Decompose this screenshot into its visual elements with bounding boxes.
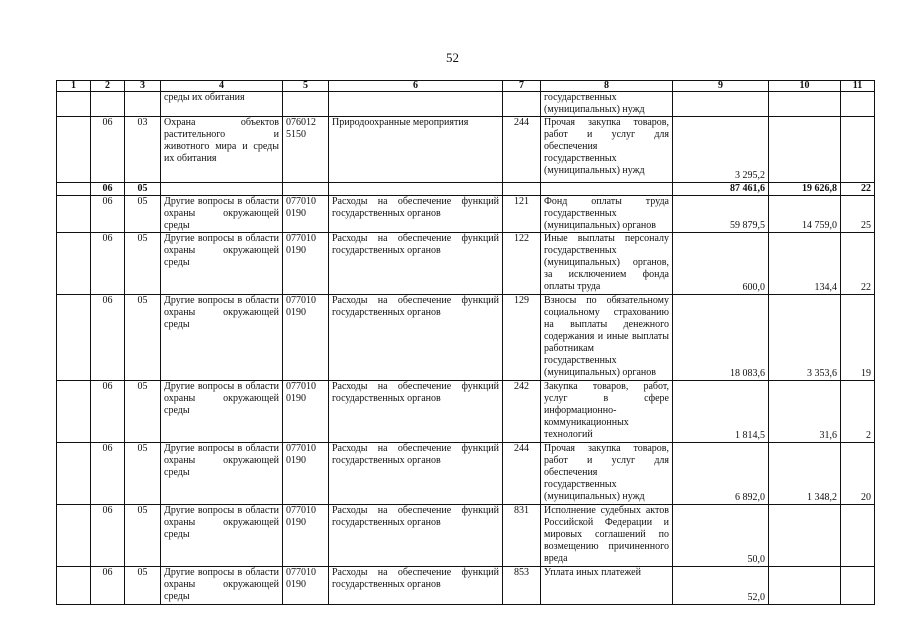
cell-percent: 2: [841, 381, 875, 443]
cell-section: 06: [91, 196, 125, 233]
cell-target-article: 077010 0190: [283, 505, 329, 567]
cell-target-article: 077010 0190: [283, 196, 329, 233]
cell-expense-type-name: Иные выплаты персоналу государственных (муниципальных) органов, за исключением фонда оплаты труда: [541, 233, 673, 295]
cell-section: 06: [91, 295, 125, 381]
column-header: 5: [283, 81, 329, 92]
cell-expense-type: 121: [503, 196, 541, 233]
column-header: 4: [161, 81, 283, 92]
cell-actual-amount: 3 353,6: [769, 295, 841, 381]
cell-actual-amount: 19 626,8: [769, 183, 841, 196]
cell-section: 06: [91, 183, 125, 196]
cell-subsection: 03: [125, 117, 161, 183]
cell-plan-amount: [673, 92, 769, 117]
cell-subsection-name: [161, 183, 283, 196]
cell-subsection-name: Другие вопросы в области охраны окружающей среды: [161, 567, 283, 605]
table-body: [57, 92, 875, 605]
cell-percent: 25: [841, 196, 875, 233]
table-row: [57, 196, 875, 233]
column-header: 6: [329, 81, 503, 92]
cell-target-article: 077010 0190: [283, 381, 329, 443]
cell-expense-type-name: Фонд оплаты труда государственных (муниципальных) органов: [541, 196, 673, 233]
cell-plan-amount: 52,0: [673, 567, 769, 605]
cell-target-article: 077010 0190: [283, 443, 329, 505]
cell-expense-type: 853: [503, 567, 541, 605]
cell-target-article-name: [329, 92, 503, 117]
cell-expense-type: 831: [503, 505, 541, 567]
table-row: [57, 117, 875, 183]
cell-target-article-name: Расходы на обеспечение функций государственных органов: [329, 567, 503, 605]
cell-section: 06: [91, 233, 125, 295]
cell-target-article: 077010 0190: [283, 295, 329, 381]
cell-target-article-name: [329, 183, 503, 196]
cell-target-article-name: Расходы на обеспечение функций государственных органов: [329, 196, 503, 233]
cell-plan-amount: 3 295,2: [673, 117, 769, 183]
cell-plan-amount: 50,0: [673, 505, 769, 567]
column-header: 8: [541, 81, 673, 92]
cell-actual-amount: 134,4: [769, 233, 841, 295]
cell-target-article-name: Природоохранные мероприятия: [329, 117, 503, 183]
column-header: 2: [91, 81, 125, 92]
cell-actual-amount: [769, 117, 841, 183]
cell-actual-amount: [769, 92, 841, 117]
cell-expense-type-name: Прочая закупка товаров, работ и услуг для обеспечения государственных (муниципальных) нужд: [541, 117, 673, 183]
cell-expense-type-name: Уплата иных платежей: [541, 567, 673, 605]
column-header: 9: [673, 81, 769, 92]
cell-col-1: [57, 567, 91, 605]
cell-col-1: [57, 443, 91, 505]
cell-expense-type: 129: [503, 295, 541, 381]
page-number: 52: [446, 50, 459, 65]
cell-expense-type-name: Закупка товаров, работ, услуг в сфере информационно-коммуникационных технологий: [541, 381, 673, 443]
cell-actual-amount: 1 348,2: [769, 443, 841, 505]
cell-subsection-name: Другие вопросы в области охраны окружающей среды: [161, 295, 283, 381]
cell-target-article-name: Расходы на обеспечение функций государственных органов: [329, 505, 503, 567]
cell-section: 06: [91, 381, 125, 443]
cell-expense-type-name: государственных (муниципальных) нужд: [541, 92, 673, 117]
cell-target-article-name: Расходы на обеспечение функций государственных органов: [329, 443, 503, 505]
cell-percent: [841, 92, 875, 117]
table-row: [57, 233, 875, 295]
cell-actual-amount: [769, 505, 841, 567]
cell-expense-type: 244: [503, 117, 541, 183]
cell-subsection: [125, 92, 161, 117]
cell-col-1: [57, 117, 91, 183]
cell-section: 06: [91, 505, 125, 567]
budget-table: [56, 80, 875, 605]
cell-section: 06: [91, 443, 125, 505]
cell-target-article-name: Расходы на обеспечение функций государственных органов: [329, 381, 503, 443]
cell-actual-amount: 14 759,0: [769, 196, 841, 233]
cell-col-1: [57, 295, 91, 381]
column-header: 11: [841, 81, 875, 92]
cell-expense-type-name: Взносы по обязательному социальному страхованию на выплаты денежного содержания и иные выплаты работникам государственных (муниципальных) органов: [541, 295, 673, 381]
cell-expense-type: 244: [503, 443, 541, 505]
table-row: [57, 295, 875, 381]
cell-expense-type-name: [541, 183, 673, 196]
column-header: 10: [769, 81, 841, 92]
cell-subsection-name: среды их обитания: [161, 92, 283, 117]
cell-col-1: [57, 183, 91, 196]
cell-percent: 19: [841, 295, 875, 381]
column-header: 7: [503, 81, 541, 92]
cell-subsection-name: Другие вопросы в области охраны окружающей среды: [161, 233, 283, 295]
cell-percent: [841, 117, 875, 183]
cell-subsection-name: Другие вопросы в области охраны окружающей среды: [161, 196, 283, 233]
cell-section: 06: [91, 117, 125, 183]
cell-section: 06: [91, 567, 125, 605]
cell-section: [91, 92, 125, 117]
table-row: [57, 381, 875, 443]
cell-plan-amount: 59 879,5: [673, 196, 769, 233]
cell-subsection: 05: [125, 233, 161, 295]
cell-target-article-name: Расходы на обеспечение функций государственных органов: [329, 295, 503, 381]
cell-plan-amount: 87 461,6: [673, 183, 769, 196]
table-row: [57, 443, 875, 505]
cell-subsection: 05: [125, 443, 161, 505]
cell-col-1: [57, 233, 91, 295]
cell-subsection-name: Другие вопросы в области охраны окружающей среды: [161, 505, 283, 567]
table-row: [57, 92, 875, 117]
cell-col-1: [57, 505, 91, 567]
cell-subsection: 05: [125, 295, 161, 381]
cell-col-1: [57, 381, 91, 443]
cell-percent: 22: [841, 183, 875, 196]
column-header: 3: [125, 81, 161, 92]
cell-subsection: 05: [125, 505, 161, 567]
cell-actual-amount: [769, 567, 841, 605]
cell-plan-amount: 1 814,5: [673, 381, 769, 443]
cell-subsection: 05: [125, 567, 161, 605]
cell-subsection-name: Охрана объектов растительного и животного мира и среды их обитания: [161, 117, 283, 183]
cell-plan-amount: 18 083,6: [673, 295, 769, 381]
cell-expense-type-name: Прочая закупка товаров, работ и услуг для обеспечения государственных (муниципальных) нужд: [541, 443, 673, 505]
cell-col-1: [57, 196, 91, 233]
cell-expense-type-name: Исполнение судебных актов Российской Федерации и мировых соглашений по возмещению причиненного вреда: [541, 505, 673, 567]
table-row: [57, 567, 875, 605]
table-row: [57, 505, 875, 567]
cell-subsection: 05: [125, 196, 161, 233]
cell-actual-amount: 31,6: [769, 381, 841, 443]
table-row: [57, 183, 875, 196]
cell-target-article: 077010 0190: [283, 233, 329, 295]
cell-expense-type: 122: [503, 233, 541, 295]
cell-target-article: [283, 92, 329, 117]
cell-plan-amount: 6 892,0: [673, 443, 769, 505]
cell-subsection-name: Другие вопросы в области охраны окружающей среды: [161, 443, 283, 505]
cell-expense-type: [503, 92, 541, 117]
cell-subsection: 05: [125, 381, 161, 443]
cell-expense-type: [503, 183, 541, 196]
cell-subsection: 05: [125, 183, 161, 196]
cell-percent: 22: [841, 233, 875, 295]
header-row: [57, 81, 875, 92]
cell-col-1: [57, 92, 91, 117]
cell-target-article: 077010 0190: [283, 567, 329, 605]
column-header: 1: [57, 81, 91, 92]
cell-plan-amount: 600,0: [673, 233, 769, 295]
cell-percent: [841, 505, 875, 567]
cell-expense-type: 242: [503, 381, 541, 443]
cell-percent: 20: [841, 443, 875, 505]
cell-target-article: [283, 183, 329, 196]
cell-target-article-name: Расходы на обеспечение функций государственных органов: [329, 233, 503, 295]
cell-percent: [841, 567, 875, 605]
cell-target-article: 076012 5150: [283, 117, 329, 183]
cell-subsection-name: Другие вопросы в области охраны окружающей среды: [161, 381, 283, 443]
